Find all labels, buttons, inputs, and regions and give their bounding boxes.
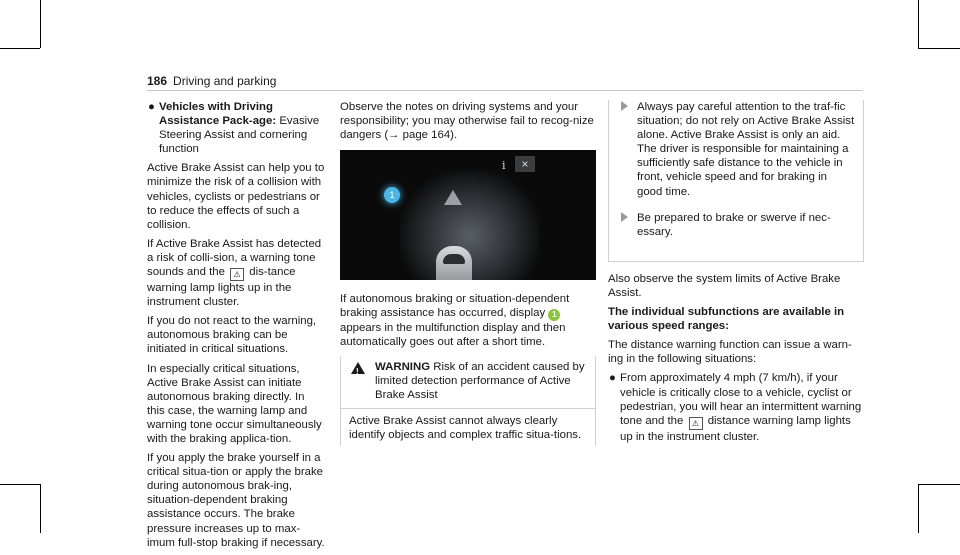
heading-text: Evasive Steering Assist and cornering function — [159, 115, 320, 156]
callout-marker: 1 — [384, 187, 400, 203]
crop-mark — [0, 484, 40, 485]
close-icon: × — [515, 156, 535, 172]
info-icon: i — [502, 159, 506, 173]
arrow-icon — [621, 101, 628, 111]
callout-reference: 1 — [548, 309, 560, 321]
brake-warning-icon — [444, 190, 462, 205]
paragraph-text: dis-tance warning lamp lights up in the instrument cluster. — [147, 266, 296, 309]
paragraph — [340, 292, 596, 349]
middle-column — [340, 100, 596, 446]
list-text: distance warning lamp lights up in the instrument cluster. — [620, 414, 851, 443]
warning-heading: Risk of an accident caused by limited detection performance of Active Brake Assist — [375, 360, 585, 401]
warning-box — [340, 356, 596, 446]
page-header — [147, 74, 276, 88]
paragraph-text: If autonomous braking or situation-dependent braking assistance has occurred, display — [340, 293, 570, 320]
distance-warning-lamp-icon: ⚠ — [689, 417, 703, 430]
crop-mark — [918, 0, 919, 48]
crop-mark — [918, 484, 960, 485]
warning-body: Active Brake Assist cannot always clearly identify objects and complex traffic situa-tions. — [349, 414, 582, 441]
paragraph: The distance warning function can issue a warn-ing in the following situations: — [608, 339, 852, 366]
note-item — [637, 211, 855, 239]
note-item — [637, 100, 855, 199]
paragraph-text: appears in the multifunction display and then automatically goes out after a short time. — [340, 322, 566, 349]
arrow-icon — [621, 212, 628, 222]
crop-mark — [918, 48, 960, 49]
exclamation-icon: ! — [356, 366, 359, 376]
paragraph-text: If Active Brake Assist has detected a risk of colli-sion, a warning tone sounds and the — [147, 237, 322, 279]
note-box — [608, 100, 864, 262]
paragraph: Also observe the system limits of Active Brake Assist. — [608, 272, 841, 299]
list-text: From approximately 4 mph (7 km/h), if your vehicle is critically close to a vehicle, cyclist or pedestrian, you will hear an intermittent warning tone and the — [620, 372, 862, 427]
vehicle-window — [443, 254, 465, 264]
heading-bold: Vehicles with Driving Assistance Pack-age: — [159, 101, 277, 128]
note-text: Be prepared to brake or swerve if nec-essary. — [637, 211, 831, 238]
paragraph: Observe the notes on driving systems and your responsibility; you may otherwise fail to recog-nize dangers (→ page 164). — [340, 101, 594, 142]
paragraph — [147, 237, 325, 309]
paragraph: If you apply the brake yourself in a critical situa-tion or apply the brake during autonomous brak-ing, situation-dependent braking assistance occurs. The brake pressure increases up to max-imum full-stop braking if necessary. — [147, 452, 325, 549]
bullet-icon: ● — [148, 101, 155, 113]
crop-mark — [0, 48, 40, 49]
distance-warning-lamp-icon: ⚠ — [230, 268, 244, 281]
crop-mark — [918, 484, 919, 533]
right-column — [608, 100, 864, 449]
crop-mark — [40, 0, 41, 48]
paragraph: Active Brake Assist can help you to minimize the risk of a collision with vehicles, cyclists or pedestrians or to reduce the effects of such a collision. — [147, 162, 325, 231]
crop-mark — [40, 484, 41, 533]
header-rule — [147, 90, 863, 91]
section-title: Driving and parking — [173, 74, 277, 88]
warning-title: WARNING — [375, 360, 431, 373]
list-item — [608, 371, 864, 443]
left-column — [147, 100, 325, 555]
paragraph: If you do not react to the warning, autonomous braking can be initiated in critical situations. — [147, 315, 317, 356]
bullet-icon: ● — [609, 372, 616, 385]
subheading: The individual subfunctions are available in various speed ranges: — [608, 306, 845, 333]
multifunction-display-image — [340, 150, 596, 280]
list-item — [147, 100, 325, 156]
note-text: Always pay careful attention to the traf-fic situation; do not rely on Active Brake Assist alone. Active Brake Assist is only an aid. The driver is responsible for maintaining a sufficiently safe distance to the vehicle in front, vehicle speed and for braking in good time. — [637, 101, 855, 198]
warning-header — [341, 356, 595, 409]
paragraph: In especially critical situations, Active Brake Assist can initiate autonomous braking directly. In this case, the warning lamp and warning tone occur simultaneously with the braking applica-tion. — [147, 362, 322, 445]
page-number: 186 — [147, 74, 168, 88]
